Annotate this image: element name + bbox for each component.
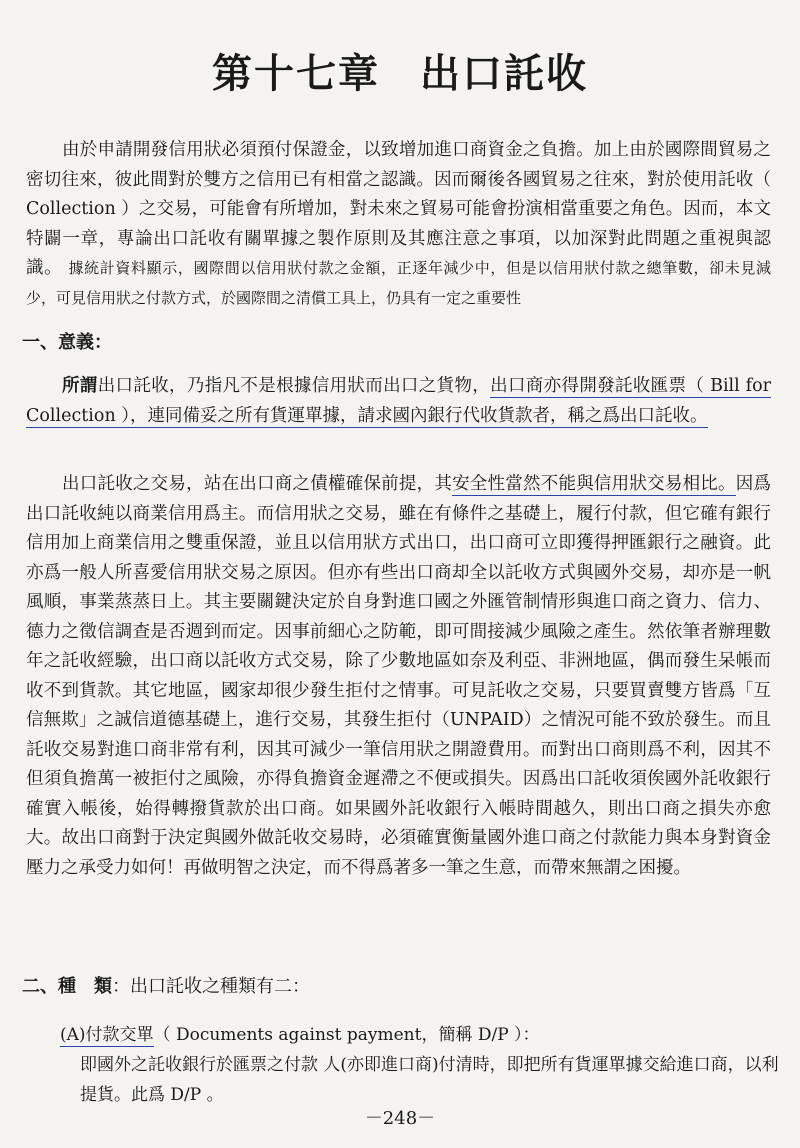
types-heading-label: 二、種 類 <box>22 976 112 997</box>
item-a-paren: （ Documents against payment，簡稱 D/P ）： <box>153 1025 540 1045</box>
definition-text: 出口託收，乃指凡不是根據信用狀而出口之貨物， <box>97 376 491 396</box>
chapter-title <box>0 42 800 99</box>
intro-main-text: 由於申請開發信用狀必須預付保證金，以致增加進口商資金之負擔。加上由於國際間貿易之密切往來，彼此間對於雙方之信用已有相當之認識。因而爾後各國貿易之往來，對於使用託收（ Collection ）之交易，可能會有所增加，對未來之貿易可能會扮演相當重要之角色。因而，本文特闢一章，專論出口託收有關單據之製作原則及其應注意之事項，以加深對此問題之重視與認識。 <box>26 140 771 278</box>
definition-underlined-1: 出口商亦得開發託收匯票（ Bill for Collection ）， <box>26 376 772 426</box>
page-number: －248－ <box>364 1108 436 1129</box>
section-heading-meaning: 一、意義： <box>22 332 112 353</box>
types-heading-rest: ：出口託收之種類有二： <box>112 976 310 997</box>
body-text-2: 因爲出口託收純以商業信用爲主。而信用狀之交易，雖在有條件之基礎上，履行付款，但它確有銀行信用加上商業信用之雙重保證，並且以信用狀方式出口，出口商可立即獲得押匯銀行之融資。此亦爲一般人所喜愛信用狀交易之原因。但亦有些出口商却全以託收方式與國外交易，却亦是一帆風順，事業蒸蒸日上。其主要關鍵決定於自身對進口國之外匯管制情形與進口商之資力、信力、德力之徵信調查是否週到而定。因事前細心之防範，即可間接減少風險之產生。然依筆者辦理數年之託收經驗，出口商以託收方式交易，除了少數地區如奈及利亞、非洲地區，偶而發生呆帳而收不到貨款。其它地區，國家却很少發生拒付之情事。可見託收之交易，只要買賣雙方皆爲「互信無欺」之誠信道德基礎上，進行交易，其發生拒付（UNPAID）之情況可能不致於發生。而且託收交易對進口商非常有利，因其可減少一筆信用狀之開證費用。而對出口商則爲不利，因其不但須負擔萬一被拒付之風險，亦得負擔資金遲滯之不便或損失。因爲出口託收須俟國外託收銀行確實入帳後，始得轉撥貨款於出口商。如果國外託收銀行入帳時間越久，則出口商之損失亦愈大。故出口商對于決定與國外做託收交易時，必須確實衡量國外進口商之付款能力與本身對資金壓力之承受力如何！再做明智之決定，而不得爲著多一筆之生意，而帶來無謂之困擾。 <box>26 474 772 878</box>
body-underlined: 安全性當然不能與信用狀交易相比。 <box>452 474 736 494</box>
intro-addendum-text: 據統計資料顯示，國際間以信用狀付款之金額，正逐年減少中，但是以信用狀付款之總筆數，卻未見減少，可見信用狀之付款方式，於國際間之清償工具上，仍具有一定之重要性 <box>26 259 772 307</box>
chapter-number: 第十七章 <box>212 51 380 97</box>
chapter-name: 出口託收 <box>420 51 588 97</box>
body-text-1: 出口託收之交易，站在出口商之債權確保前提，其 <box>62 474 453 494</box>
intro-paragraph <box>26 136 771 313</box>
body-paragraph <box>26 470 771 883</box>
item-a-label: (A)付款交單 <box>60 1025 154 1045</box>
definition-underlined-2: 連同備妥之所有貨運單據，請求國內銀行代收貨款者，稱之爲出口託收。 <box>147 405 708 426</box>
definition-paragraph <box>26 372 771 431</box>
section-heading-types <box>22 972 310 998</box>
item-a-text: 即國外之託收銀行於匯票之付款 人(亦即進口商)付清時，即把所有貨運單據交給進口商，以利提貨。此爲 D/P 。 <box>80 1055 779 1105</box>
list-item-documents-against-payment <box>60 1020 780 1110</box>
definition-lead: 所謂 <box>62 376 98 396</box>
